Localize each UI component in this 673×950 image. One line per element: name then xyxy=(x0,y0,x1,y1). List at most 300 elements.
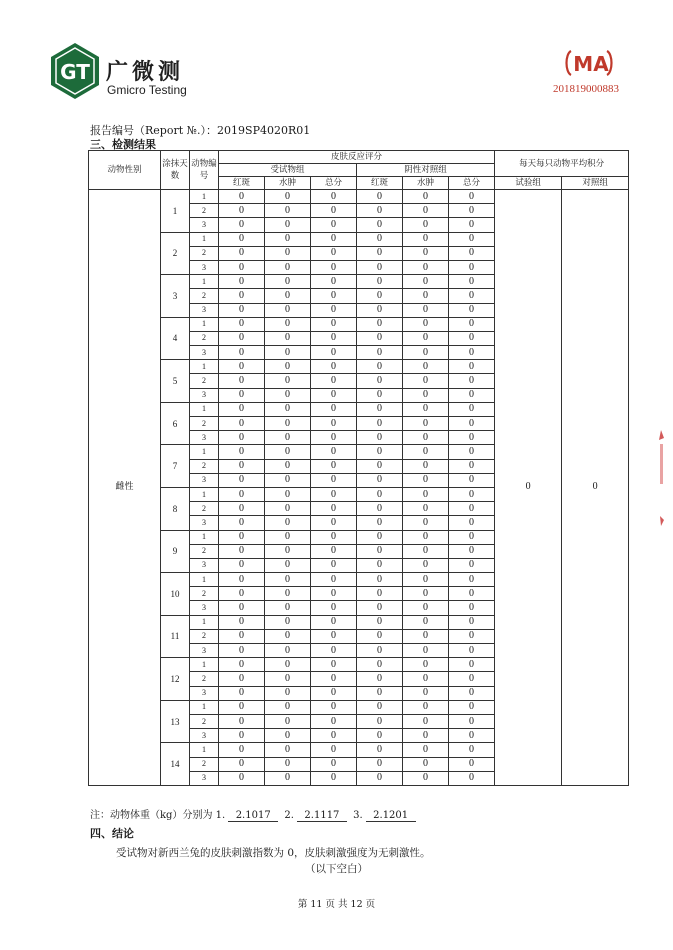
score-cell: 0 xyxy=(311,558,357,572)
score-cell: 0 xyxy=(357,686,403,700)
score-cell: 0 xyxy=(219,530,265,544)
score-cell: 0 xyxy=(403,757,449,771)
score-cell: 0 xyxy=(403,601,449,615)
score-cell: 0 xyxy=(449,629,495,643)
score-cell: 0 xyxy=(357,672,403,686)
score-cell: 0 xyxy=(403,303,449,317)
score-cell: 0 xyxy=(449,771,495,785)
score-cell: 0 xyxy=(357,275,403,289)
score-cell: 0 xyxy=(311,388,357,402)
score-cell: 0 xyxy=(403,417,449,431)
score-cell: 0 xyxy=(219,204,265,218)
score-cell: 0 xyxy=(357,346,403,360)
score-cell: 0 xyxy=(449,658,495,672)
score-cell: 0 xyxy=(357,644,403,658)
header-avg-test: 试验组 xyxy=(495,177,562,190)
score-cell: 0 xyxy=(265,686,311,700)
header-control-group: 阴性对照组 xyxy=(357,164,495,177)
header-skin-score: 皮肤反应评分 xyxy=(219,151,495,164)
score-cell: 0 xyxy=(357,771,403,785)
score-cell: 0 xyxy=(265,573,311,587)
score-cell: 0 xyxy=(219,260,265,274)
animal-no-cell: 2 xyxy=(190,672,219,686)
score-cell: 0 xyxy=(357,260,403,274)
score-cell: 0 xyxy=(403,686,449,700)
score-cell: 0 xyxy=(403,771,449,785)
score-cell: 0 xyxy=(219,658,265,672)
score-cell: 0 xyxy=(403,743,449,757)
animal-no-cell: 1 xyxy=(190,573,219,587)
score-cell: 0 xyxy=(265,700,311,714)
score-cell: 0 xyxy=(311,260,357,274)
score-cell: 0 xyxy=(219,516,265,530)
score-cell: 0 xyxy=(357,232,403,246)
score-cell: 0 xyxy=(449,700,495,714)
score-cell: 0 xyxy=(403,587,449,601)
score-cell: 0 xyxy=(311,615,357,629)
results-table xyxy=(88,150,629,786)
score-cell: 0 xyxy=(357,360,403,374)
score-cell: 0 xyxy=(403,487,449,501)
score-cell: 0 xyxy=(219,218,265,232)
score-cell: 0 xyxy=(449,346,495,360)
score-cell: 0 xyxy=(357,374,403,388)
score-cell: 0 xyxy=(265,757,311,771)
score-cell: 0 xyxy=(219,346,265,360)
score-cell: 0 xyxy=(311,487,357,501)
score-cell: 0 xyxy=(403,459,449,473)
score-cell: 0 xyxy=(265,672,311,686)
score-cell: 0 xyxy=(311,530,357,544)
score-cell: 0 xyxy=(357,615,403,629)
score-cell: 0 xyxy=(265,246,311,260)
score-cell: 0 xyxy=(357,516,403,530)
animal-no-cell: 3 xyxy=(190,218,219,232)
score-cell: 0 xyxy=(219,587,265,601)
score-cell: 0 xyxy=(403,317,449,331)
score-cell: 0 xyxy=(357,331,403,345)
score-cell: 0 xyxy=(449,246,495,260)
weight-3: 2.1201 xyxy=(366,810,416,822)
score-cell: 0 xyxy=(403,700,449,714)
animal-no-cell: 3 xyxy=(190,558,219,572)
animal-no-cell: 1 xyxy=(190,530,219,544)
score-cell: 0 xyxy=(311,502,357,516)
conclusion-text: 受试物对新西兰兔的皮肤刺激指数为 0，皮肤刺激强度为无刺激性。 xyxy=(116,847,431,859)
score-cell: 0 xyxy=(403,445,449,459)
score-cell: 0 xyxy=(449,417,495,431)
score-cell: 0 xyxy=(449,743,495,757)
score-cell: 0 xyxy=(265,204,311,218)
animal-no-cell: 2 xyxy=(190,629,219,643)
score-cell: 0 xyxy=(357,587,403,601)
score-cell: 0 xyxy=(219,232,265,246)
animal-no-cell: 2 xyxy=(190,204,219,218)
day-cell: 12 xyxy=(161,658,190,701)
score-cell: 0 xyxy=(449,331,495,345)
animal-no-cell: 3 xyxy=(190,473,219,487)
score-cell: 0 xyxy=(265,558,311,572)
score-cell: 0 xyxy=(403,331,449,345)
conclusion-title: 四、结论 xyxy=(90,827,134,840)
score-cell: 0 xyxy=(219,700,265,714)
animal-no-cell: 2 xyxy=(190,587,219,601)
score-cell: 0 xyxy=(265,388,311,402)
weight-1: 2.1017 xyxy=(228,810,278,822)
score-cell: 0 xyxy=(265,218,311,232)
score-cell: 0 xyxy=(403,544,449,558)
score-cell: 0 xyxy=(403,388,449,402)
score-cell: 0 xyxy=(403,275,449,289)
score-cell: 0 xyxy=(357,246,403,260)
header-control-edema: 水肿 xyxy=(403,177,449,190)
score-cell: 0 xyxy=(403,246,449,260)
score-cell: 0 xyxy=(449,317,495,331)
score-cell: 0 xyxy=(357,317,403,331)
header-days: 涂抹天数 xyxy=(161,151,190,190)
score-cell: 0 xyxy=(449,587,495,601)
svg-text:GT: GT xyxy=(60,60,90,84)
header-test-edema: 水肿 xyxy=(265,177,311,190)
score-cell: 0 xyxy=(311,573,357,587)
score-cell: 0 xyxy=(357,729,403,743)
header-test-group: 受试物组 xyxy=(219,164,357,177)
score-cell: 0 xyxy=(311,587,357,601)
animal-no-cell: 2 xyxy=(190,544,219,558)
score-cell: 0 xyxy=(357,487,403,501)
score-cell: 0 xyxy=(403,218,449,232)
score-cell: 0 xyxy=(357,204,403,218)
sex-cell: 雌性 xyxy=(89,190,161,786)
score-cell: 0 xyxy=(357,289,403,303)
animal-no-cell: 2 xyxy=(190,714,219,728)
score-cell: 0 xyxy=(357,417,403,431)
blank-below-note: （以下空白） xyxy=(305,863,368,875)
score-cell: 0 xyxy=(265,445,311,459)
score-cell: 0 xyxy=(265,289,311,303)
animal-no-cell: 1 xyxy=(190,190,219,204)
score-cell: 0 xyxy=(449,260,495,274)
score-cell: 0 xyxy=(219,644,265,658)
animal-no-cell: 2 xyxy=(190,246,219,260)
score-cell: 0 xyxy=(357,402,403,416)
score-cell: 0 xyxy=(357,190,403,204)
score-cell: 0 xyxy=(449,459,495,473)
score-cell: 0 xyxy=(357,544,403,558)
day-cell: 11 xyxy=(161,615,190,658)
score-cell: 0 xyxy=(265,502,311,516)
score-cell: 0 xyxy=(219,417,265,431)
score-cell: 0 xyxy=(265,374,311,388)
score-cell: 0 xyxy=(265,516,311,530)
score-cell: 0 xyxy=(357,573,403,587)
animal-no-cell: 3 xyxy=(190,516,219,530)
score-cell: 0 xyxy=(311,289,357,303)
score-cell: 0 xyxy=(449,530,495,544)
score-cell: 0 xyxy=(219,246,265,260)
animal-no-cell: 3 xyxy=(190,431,219,445)
header-avg-control: 对照组 xyxy=(562,177,629,190)
score-cell: 0 xyxy=(403,714,449,728)
results-body xyxy=(89,190,629,786)
score-cell: 0 xyxy=(265,487,311,501)
score-cell: 0 xyxy=(219,431,265,445)
score-cell: 0 xyxy=(219,190,265,204)
day-cell: 3 xyxy=(161,275,190,318)
score-cell: 0 xyxy=(311,516,357,530)
score-cell: 0 xyxy=(449,374,495,388)
score-cell: 0 xyxy=(265,190,311,204)
animal-no-cell: 3 xyxy=(190,644,219,658)
score-cell: 0 xyxy=(449,275,495,289)
animal-no-cell: 2 xyxy=(190,459,219,473)
score-cell: 0 xyxy=(219,771,265,785)
score-cell: 0 xyxy=(449,573,495,587)
score-cell: 0 xyxy=(311,190,357,204)
score-cell: 0 xyxy=(265,417,311,431)
svg-text:MA: MA xyxy=(573,52,609,76)
animal-no-cell: 3 xyxy=(190,686,219,700)
score-cell: 0 xyxy=(219,573,265,587)
score-cell: 0 xyxy=(311,374,357,388)
score-cell: 0 xyxy=(449,190,495,204)
score-cell: 0 xyxy=(357,303,403,317)
score-cell: 0 xyxy=(219,729,265,743)
score-cell: 0 xyxy=(403,629,449,643)
score-cell: 0 xyxy=(449,289,495,303)
score-cell: 0 xyxy=(219,601,265,615)
animal-no-cell: 1 xyxy=(190,360,219,374)
score-cell: 0 xyxy=(311,644,357,658)
score-cell: 0 xyxy=(311,629,357,643)
score-cell: 0 xyxy=(403,431,449,445)
day-cell: 5 xyxy=(161,360,190,403)
animal-no-cell: 2 xyxy=(190,289,219,303)
score-cell: 0 xyxy=(311,601,357,615)
score-cell: 0 xyxy=(403,402,449,416)
animal-no-cell: 2 xyxy=(190,502,219,516)
score-cell: 0 xyxy=(219,487,265,501)
score-cell: 0 xyxy=(265,232,311,246)
score-cell: 0 xyxy=(311,346,357,360)
score-cell: 0 xyxy=(311,204,357,218)
animal-no-cell: 2 xyxy=(190,331,219,345)
score-cell: 0 xyxy=(357,700,403,714)
score-cell: 0 xyxy=(357,502,403,516)
score-cell: 0 xyxy=(219,331,265,345)
seal-edge-mark-icon xyxy=(655,430,667,530)
animal-no-cell: 2 xyxy=(190,374,219,388)
gt-logo-icon xyxy=(50,42,100,100)
score-cell: 0 xyxy=(311,431,357,445)
day-cell: 4 xyxy=(161,317,190,360)
score-cell: 0 xyxy=(357,388,403,402)
table-row xyxy=(89,190,629,204)
score-cell: 0 xyxy=(357,445,403,459)
score-cell: 0 xyxy=(403,289,449,303)
score-cell: 0 xyxy=(265,431,311,445)
note-label-2: 2. xyxy=(284,810,294,821)
score-cell: 0 xyxy=(449,232,495,246)
score-cell: 0 xyxy=(265,771,311,785)
score-cell: 0 xyxy=(265,459,311,473)
day-cell: 7 xyxy=(161,445,190,488)
score-cell: 0 xyxy=(219,388,265,402)
score-cell: 0 xyxy=(449,714,495,728)
score-cell: 0 xyxy=(403,232,449,246)
score-cell: 0 xyxy=(311,303,357,317)
score-cell: 0 xyxy=(311,473,357,487)
score-cell: 0 xyxy=(357,558,403,572)
score-cell: 0 xyxy=(403,615,449,629)
score-cell: 0 xyxy=(265,275,311,289)
animal-no-cell: 1 xyxy=(190,317,219,331)
score-cell: 0 xyxy=(265,601,311,615)
score-cell: 0 xyxy=(403,260,449,274)
score-cell: 0 xyxy=(449,757,495,771)
header-avg-score: 每天每只动物平均积分 xyxy=(495,151,629,177)
score-cell: 0 xyxy=(357,530,403,544)
animal-no-cell: 1 xyxy=(190,445,219,459)
score-cell: 0 xyxy=(311,218,357,232)
score-cell: 0 xyxy=(265,743,311,757)
score-cell: 0 xyxy=(311,700,357,714)
score-cell: 0 xyxy=(219,303,265,317)
cma-seal-icon xyxy=(563,48,615,78)
animal-no-cell: 2 xyxy=(190,757,219,771)
score-cell: 0 xyxy=(265,587,311,601)
day-cell: 14 xyxy=(161,743,190,786)
score-cell: 0 xyxy=(357,473,403,487)
score-cell: 0 xyxy=(311,743,357,757)
score-cell: 0 xyxy=(219,544,265,558)
score-cell: 0 xyxy=(403,644,449,658)
score-cell: 0 xyxy=(357,459,403,473)
page-footer: 第 11 页 共 12 页 xyxy=(297,899,376,910)
brand-name-en: Gmicro Testing xyxy=(107,83,187,97)
score-cell: 0 xyxy=(311,232,357,246)
score-cell: 0 xyxy=(219,686,265,700)
day-cell: 10 xyxy=(161,573,190,616)
score-cell: 0 xyxy=(449,204,495,218)
score-cell: 0 xyxy=(449,473,495,487)
animal-no-cell: 2 xyxy=(190,417,219,431)
score-cell: 0 xyxy=(265,714,311,728)
score-cell: 0 xyxy=(219,473,265,487)
report-header xyxy=(0,0,673,115)
day-cell: 1 xyxy=(161,190,190,233)
animal-no-cell: 3 xyxy=(190,601,219,615)
header-test-total: 总分 xyxy=(311,177,357,190)
score-cell: 0 xyxy=(219,374,265,388)
score-cell: 0 xyxy=(265,331,311,345)
animal-no-cell: 3 xyxy=(190,388,219,402)
score-cell: 0 xyxy=(449,303,495,317)
score-cell: 0 xyxy=(311,714,357,728)
score-cell: 0 xyxy=(311,729,357,743)
avg-test-cell: 0 xyxy=(495,190,562,786)
score-cell: 0 xyxy=(311,544,357,558)
score-cell: 0 xyxy=(311,331,357,345)
section-title-results: 三、检测结果 xyxy=(90,138,156,151)
score-cell: 0 xyxy=(219,714,265,728)
score-cell: 0 xyxy=(219,360,265,374)
score-cell: 0 xyxy=(219,757,265,771)
cma-number: 201819000883 xyxy=(553,83,619,95)
score-cell: 0 xyxy=(449,601,495,615)
animal-no-cell: 1 xyxy=(190,232,219,246)
note-label-3: 3. xyxy=(353,810,363,821)
score-cell: 0 xyxy=(403,346,449,360)
score-cell: 0 xyxy=(403,530,449,544)
animal-no-cell: 1 xyxy=(190,275,219,289)
animal-no-cell: 1 xyxy=(190,743,219,757)
score-cell: 0 xyxy=(449,672,495,686)
note-prefix: 注：动物体重（kg）分别为 1. xyxy=(90,810,226,821)
score-cell: 0 xyxy=(403,558,449,572)
score-cell: 0 xyxy=(265,260,311,274)
score-cell: 0 xyxy=(265,658,311,672)
score-cell: 0 xyxy=(449,431,495,445)
score-cell: 0 xyxy=(449,615,495,629)
score-cell: 0 xyxy=(219,317,265,331)
score-cell: 0 xyxy=(311,360,357,374)
score-cell: 0 xyxy=(357,743,403,757)
score-cell: 0 xyxy=(357,714,403,728)
score-cell: 0 xyxy=(265,629,311,643)
score-cell: 0 xyxy=(265,402,311,416)
score-cell: 0 xyxy=(449,516,495,530)
score-cell: 0 xyxy=(311,658,357,672)
animal-no-cell: 3 xyxy=(190,771,219,785)
day-cell: 2 xyxy=(161,232,190,275)
score-cell: 0 xyxy=(311,672,357,686)
score-cell: 0 xyxy=(265,317,311,331)
score-cell: 0 xyxy=(449,502,495,516)
score-cell: 0 xyxy=(219,502,265,516)
weight-2: 2.1117 xyxy=(297,810,347,822)
score-cell: 0 xyxy=(265,303,311,317)
score-cell: 0 xyxy=(449,402,495,416)
score-cell: 0 xyxy=(265,473,311,487)
animal-no-cell: 1 xyxy=(190,615,219,629)
score-cell: 0 xyxy=(219,743,265,757)
score-cell: 0 xyxy=(449,445,495,459)
score-cell: 0 xyxy=(265,615,311,629)
score-cell: 0 xyxy=(219,289,265,303)
day-cell: 8 xyxy=(161,487,190,530)
score-cell: 0 xyxy=(265,530,311,544)
score-cell: 0 xyxy=(311,317,357,331)
animal-no-cell: 1 xyxy=(190,658,219,672)
score-cell: 0 xyxy=(449,544,495,558)
score-cell: 0 xyxy=(311,757,357,771)
score-cell: 0 xyxy=(311,275,357,289)
score-cell: 0 xyxy=(311,686,357,700)
avg-control-cell: 0 xyxy=(562,190,629,786)
score-cell: 0 xyxy=(219,459,265,473)
header-test-erythema: 红斑 xyxy=(219,177,265,190)
score-cell: 0 xyxy=(265,346,311,360)
score-cell: 0 xyxy=(449,487,495,501)
score-cell: 0 xyxy=(449,558,495,572)
score-cell: 0 xyxy=(403,360,449,374)
score-cell: 0 xyxy=(403,573,449,587)
score-cell: 0 xyxy=(403,190,449,204)
score-cell: 0 xyxy=(449,360,495,374)
score-cell: 0 xyxy=(357,218,403,232)
score-cell: 0 xyxy=(449,686,495,700)
